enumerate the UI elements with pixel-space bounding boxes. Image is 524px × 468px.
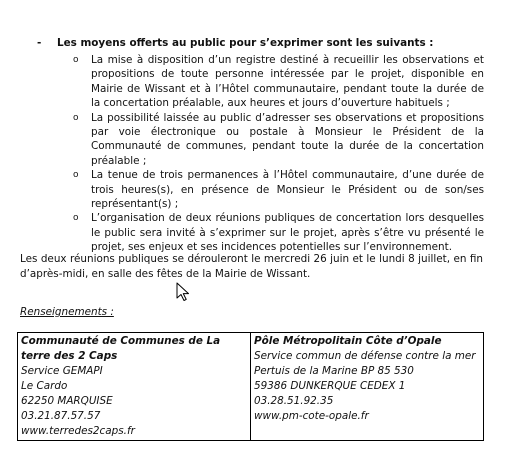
list-item [71, 168, 484, 211]
bullet-circle-icon: o [73, 213, 79, 224]
list-item [71, 111, 484, 169]
contact-left-website[interactable]: www.terredes2caps.fr [21, 425, 135, 437]
contact-cell-right [251, 333, 484, 441]
section-heading [37, 37, 433, 49]
contact-left-service: Service GEMAPI [21, 365, 103, 377]
heading-dash: - [37, 37, 42, 49]
list-item-text: La possibilité laissée au public d’adresser ses observations et propositions par voie électronique ou postale à Monsieur le Président de la Communauté de communes, pendant toute la durée de la concertation préalable ; [91, 111, 484, 167]
contact-right-city: 59386 DUNKERQUE CEDEX 1 [254, 380, 406, 392]
renseignements-label: Renseignements : [20, 306, 114, 318]
list-item-text: L’organisation de deux réunions publiques de concertation lors desquelles le public sera invité à s’exprimer sur le projet, après s’être vu présenté le projet, ses enjeux et ses incidences potentielles sur l’environnement. [91, 212, 484, 254]
contact-left-name: Communauté de Communes de La terre des 2 Caps [21, 335, 221, 362]
contact-right-name: Pôle Métropolitain Côte d’Opale [254, 335, 442, 347]
contact-left-phone: 03.21.87.57.57 [21, 410, 101, 422]
table-row [18, 333, 484, 441]
contact-right-address: Pertuis de la Marine BP 85 530 [254, 365, 414, 377]
contact-left-city: 62250 MARQUISE [21, 395, 113, 407]
contact-right-service: Service commun de défense contre la mer [254, 350, 476, 362]
bullet-circle-icon: o [73, 112, 79, 123]
means-list [71, 53, 484, 255]
bullet-circle-icon: o [73, 170, 79, 181]
meetings-paragraph: Les deux réunions publiques se dérouleront le mercredi 26 juin et le lundi 8 juillet, en fin d’après-midi, en salle des fêtes de la Mairie de Wissant. [20, 253, 483, 280]
list-item-text: La tenue de trois permanences à l’Hôtel communautaire, d’une durée de trois heures(s), en présence de Monsieur le Président ou de son/ses représentant(s) ; [91, 169, 484, 211]
bullet-circle-icon: o [73, 55, 79, 65]
contact-right-website[interactable]: www.pm-cote-opale.fr [254, 410, 369, 422]
heading-text: Les moyens offerts au public pour s’exprimer sont les suivants : [57, 37, 434, 49]
list-item [71, 211, 484, 254]
contact-cell-left [18, 333, 251, 441]
list-item-text: La mise à disposition d’un registre destiné à recueillir les observations et propositions de toute personne intéressée par le projet, disponible en Mairie de Wissant et à l’Hôtel communautaire, pendant toute la durée de la concertation préalable, aux heures et jours d’ouverture habituels ; [91, 54, 484, 110]
mouse-pointer-icon [176, 282, 190, 302]
contact-left-address: Le Cardo [21, 380, 68, 392]
list-item [71, 53, 484, 111]
contacts-table [17, 332, 484, 441]
contact-right-phone: 03.28.51.92.35 [254, 395, 334, 407]
